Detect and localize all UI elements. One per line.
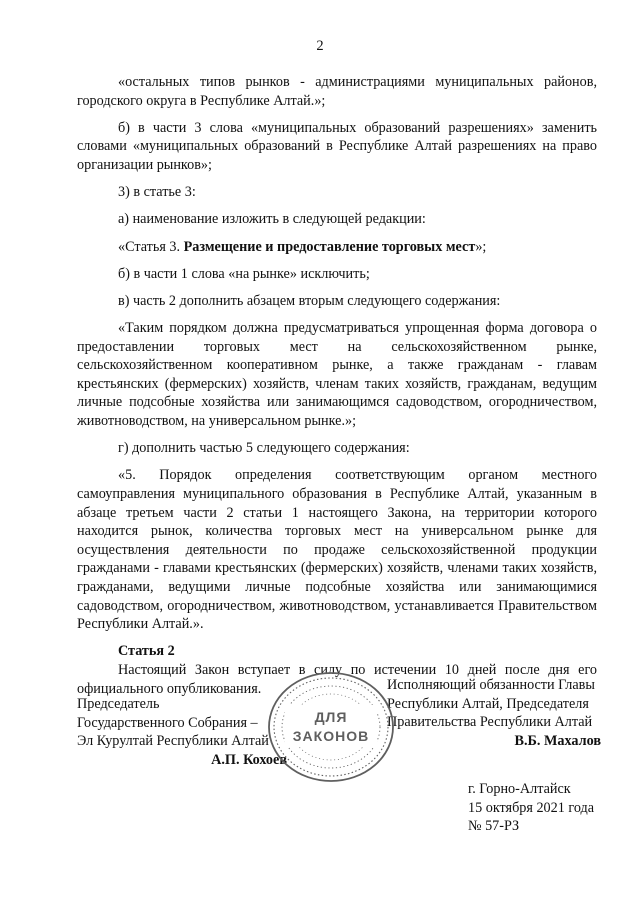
signature-block-right bbox=[387, 676, 601, 750]
paragraph-4: а) наименование изложить в следующей редакции: bbox=[118, 211, 426, 228]
paragraph-9: г) дополнить частью 5 следующего содержания: bbox=[118, 440, 410, 457]
place-date-number bbox=[468, 780, 594, 836]
paragraph-8: «Таким порядком должна предусматриваться упрощенная форма договора о предоставлении торговых мест на сельскохозяйственном рынке, сельскохозяйственном кооперативном рынке, а также гражданам - главам крестьянских (фермерских) хозяйств, членам таких хозяйств, гражданам, ведущим личные подсобные хозяйства или занимающимся садоводством, огородничеством, животноводством, на универсальном рынке.»; bbox=[77, 320, 597, 430]
signature-right-line-3: Правительства Республики Алтай bbox=[387, 714, 593, 731]
paragraph-7: в) часть 2 дополнить абзацем вторым следующего содержания: bbox=[118, 292, 501, 309]
city: г. Горно-Алтайск bbox=[468, 781, 571, 797]
page-number: 2 bbox=[316, 38, 324, 54]
article-3-title: Размещение и предоставление торговых мест bbox=[183, 238, 476, 255]
signature-left-line-1: Председатель bbox=[77, 696, 160, 712]
seal-text-line-1: ДЛЯ bbox=[314, 709, 348, 725]
signature-left-name: А.П. Кохоев bbox=[211, 751, 287, 768]
signature-right-line-2: Республики Алтай, Председателя bbox=[387, 695, 589, 712]
seal-text-line-2: ЗАКОНОВ bbox=[292, 728, 370, 744]
signature-left-line-2: Государственного Собрания – bbox=[77, 714, 258, 731]
paragraph-5 bbox=[77, 238, 597, 257]
paragraph-3: 3) в статье 3: bbox=[118, 184, 196, 201]
paragraph-2: б) в части 3 слова «муниципальных образований разрешениях» заменить словами «муниципальных образований в Республике Алтай разрешениях на право организации рынков»; bbox=[77, 119, 597, 173]
paragraph-10: «5. Порядок определения соответствующим органом местного самоуправления муниципального образования в Республике Алтай, указанным в абзаце третьем части 2 статьи 1 настоящего Закона, на территории которого находится рынок, количества торговых мест на универсальном рынке для осуществления деятельности по продаже сельскохозяйственной продукции гражданами - главами крестьянских (фермерских) хозяйств, членами таких хозяйств, гражданами, ведущими личные подсобные хозяйства или занимающимися садоводством, огородничеством, животноводством, устанавливается Правительством Республики Алтай.». bbox=[77, 467, 597, 633]
law-date: 15 октября 2021 года bbox=[468, 799, 595, 816]
paragraph-6: б) в части 1 слова «на рынке» исключить; bbox=[118, 265, 370, 282]
signature-block-left bbox=[77, 695, 287, 769]
article-3-suffix: »; bbox=[475, 238, 487, 255]
signature-right-line-1: Исполняющий обязанности Главы bbox=[387, 677, 595, 693]
article-3-prefix: «Статья 3. bbox=[118, 238, 184, 255]
signature-right-name: В.Б. Махалов bbox=[514, 732, 601, 749]
paragraph-11: Настоящий Закон вступает в силу по истечении 10 дней после дня его официального опубликования. bbox=[77, 661, 597, 697]
paragraph-1: «остальных типов рынков - администрациями муниципальных районов, городского округа в Республике Алтай.»; bbox=[77, 74, 597, 109]
law-number: № 57-РЗ bbox=[468, 818, 520, 835]
official-seal bbox=[267, 671, 395, 783]
signature-left-line-3: Эл Курултай Республики Алтай bbox=[77, 733, 269, 750]
document-body bbox=[77, 73, 597, 698]
article-2-heading: Статья 2 bbox=[118, 643, 175, 660]
